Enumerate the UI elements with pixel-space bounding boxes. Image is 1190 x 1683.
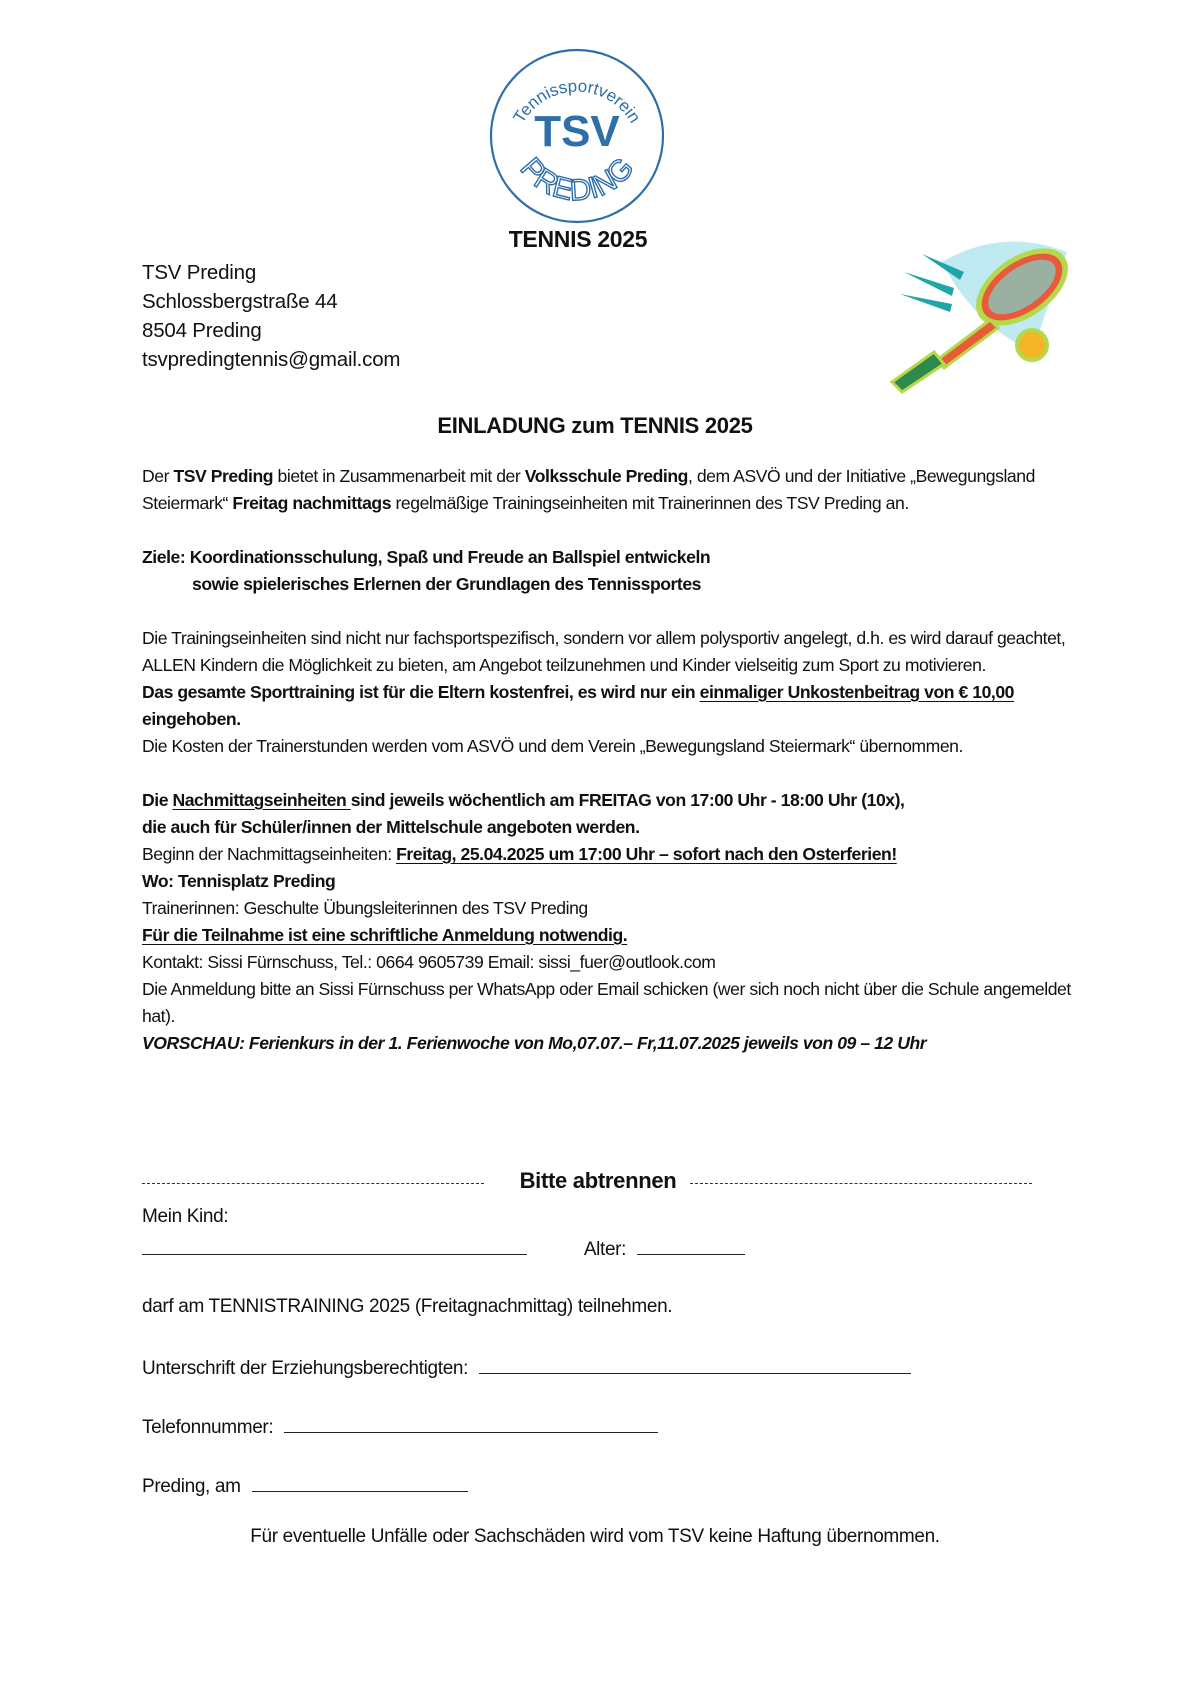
schedule-line-2: die auch für Schüler/innen der Mittelschule angeboten werden. bbox=[142, 817, 640, 837]
liability-disclaimer: Für eventuelle Unfälle oder Sachschäden wird vom TSV keine Haftung übernommen. bbox=[250, 1526, 940, 1547]
phone-label: Telefonnummer: bbox=[142, 1417, 274, 1438]
dashed-line bbox=[142, 1183, 484, 1184]
logo-arc-bottom: PREDING bbox=[513, 151, 641, 208]
logo-caption: TENNIS 2025 bbox=[508, 226, 648, 252]
tear-off-label: Bitte abtrennen bbox=[519, 1168, 677, 1193]
cost-paragraph: Das gesamte Sporttraining ist für die Eltern kostenfrei, es wird nur ein einmaliger Unkostenbeitrag von € 10,00 eingehoben. bbox=[142, 682, 1015, 729]
registration-howto: Die Anmeldung bitte an Sissi Fürnschuss per WhatsApp oder Email schicken (wer sich noch nicht über die Schule angemeldet hat). bbox=[142, 979, 1071, 1026]
motion-line-icon bbox=[904, 272, 954, 296]
child-name-field[interactable] bbox=[142, 1236, 527, 1255]
motion-line-icon bbox=[900, 294, 952, 312]
child-row bbox=[142, 1236, 745, 1261]
address-line: Schlossbergstraße 44 bbox=[142, 290, 338, 313]
details-paragraph: Die Trainingseinheiten sind nicht nur fachsportspezifisch, sondern vor allem polysportiv angelegt, d.h. es wird darauf geachtet, ALLEN Kindern die Möglichkeit zu bieten, am Angebot teilzunehmen und Kinder vielseitig zum Sport zu motivieren. bbox=[142, 628, 1066, 675]
club-address bbox=[142, 258, 400, 374]
phone-row bbox=[142, 1414, 658, 1439]
contact-info: Kontakt: Sissi Fürnschuss, Tel.: 0664 9605739 Email: sissi_fuer@outlook.com bbox=[142, 952, 716, 972]
address-line: TSV Preding bbox=[142, 261, 257, 284]
tear-off-line bbox=[142, 1168, 1032, 1194]
invitation-body bbox=[142, 463, 1102, 1057]
date-row bbox=[142, 1473, 468, 1498]
logo-center-text: TSV bbox=[534, 107, 620, 156]
address-line: 8504 Preding bbox=[142, 319, 262, 342]
trainers: Trainerinnen: Geschulte Übungsleiterinnen des TSV Preding bbox=[142, 898, 588, 918]
date-field[interactable] bbox=[252, 1473, 468, 1492]
racket-handle bbox=[892, 352, 944, 392]
intro-paragraph: Der TSV Preding bietet in Zusammenarbeit mit der Volksschule Preding, dem ASVÖ und der Initiative „Bewegungsland Steiermark“ Freitag nachmittags regelmäßige Trainingseinheiten mit Trainerinnen des TSV Preding an. bbox=[142, 466, 1035, 513]
logo-arc-top: Tennissportverein bbox=[509, 76, 645, 127]
registration-required: Für die Teilnahme ist eine schriftliche Anmeldung notwendig. bbox=[142, 925, 628, 945]
club-email[interactable]: tsvpredingtennis@gmail.com bbox=[142, 348, 401, 371]
age-label: Alter: bbox=[583, 1239, 627, 1260]
participation-text: darf am TENNISTRAINING 2025 (Freitagnachmittag) teilnehmen. bbox=[142, 1296, 673, 1317]
start-date: Beginn der Nachmittagseinheiten: Freitag, 25.04.2025 um 17:00 Uhr – sofort nach den Osterferien! bbox=[142, 844, 897, 864]
goals-line-2: sowie spielerisches Erlernen der Grundlagen des Tennissportes bbox=[192, 574, 702, 594]
goals-line-1: Ziele: Koordinationsschulung, Spaß und Freude an Ballspiel entwickeln bbox=[142, 547, 711, 567]
dashed-line bbox=[690, 1183, 1032, 1184]
document-title: EINLADUNG zum TENNIS 2025 bbox=[437, 413, 753, 438]
date-label: Preding, am bbox=[142, 1476, 241, 1497]
location: Wo: Tennisplatz Preding bbox=[142, 871, 336, 891]
signature-field[interactable] bbox=[479, 1355, 911, 1374]
racket-throat bbox=[937, 320, 998, 368]
child-label: Mein Kind: bbox=[142, 1206, 229, 1227]
holiday-course-preview: VORSCHAU: Ferienkurs in der 1. Ferienwoche von Mo,07.07.– Fr,11.07.2025 jeweils von 09 – 12 Uhr bbox=[142, 1033, 927, 1053]
schedule-line-1: Die Nachmittagseinheiten sind jeweils wöchentlich am FREITAG von 17:00 Uhr - 18:00 Uhr (10x), bbox=[142, 790, 905, 810]
tennis-ball-icon bbox=[1019, 332, 1045, 358]
age-field[interactable] bbox=[637, 1236, 745, 1255]
signature-label: Unterschrift der Erziehungsberechtigten: bbox=[142, 1358, 469, 1379]
tennis-racket-icon bbox=[882, 232, 1092, 398]
signature-row bbox=[142, 1355, 911, 1380]
tsv-preding-logo bbox=[487, 46, 667, 226]
coverage-paragraph: Die Kosten der Trainerstunden werden vom ASVÖ und dem Verein „Bewegungsland Steiermark“ übernommen. bbox=[142, 736, 963, 756]
phone-field[interactable] bbox=[284, 1414, 658, 1433]
